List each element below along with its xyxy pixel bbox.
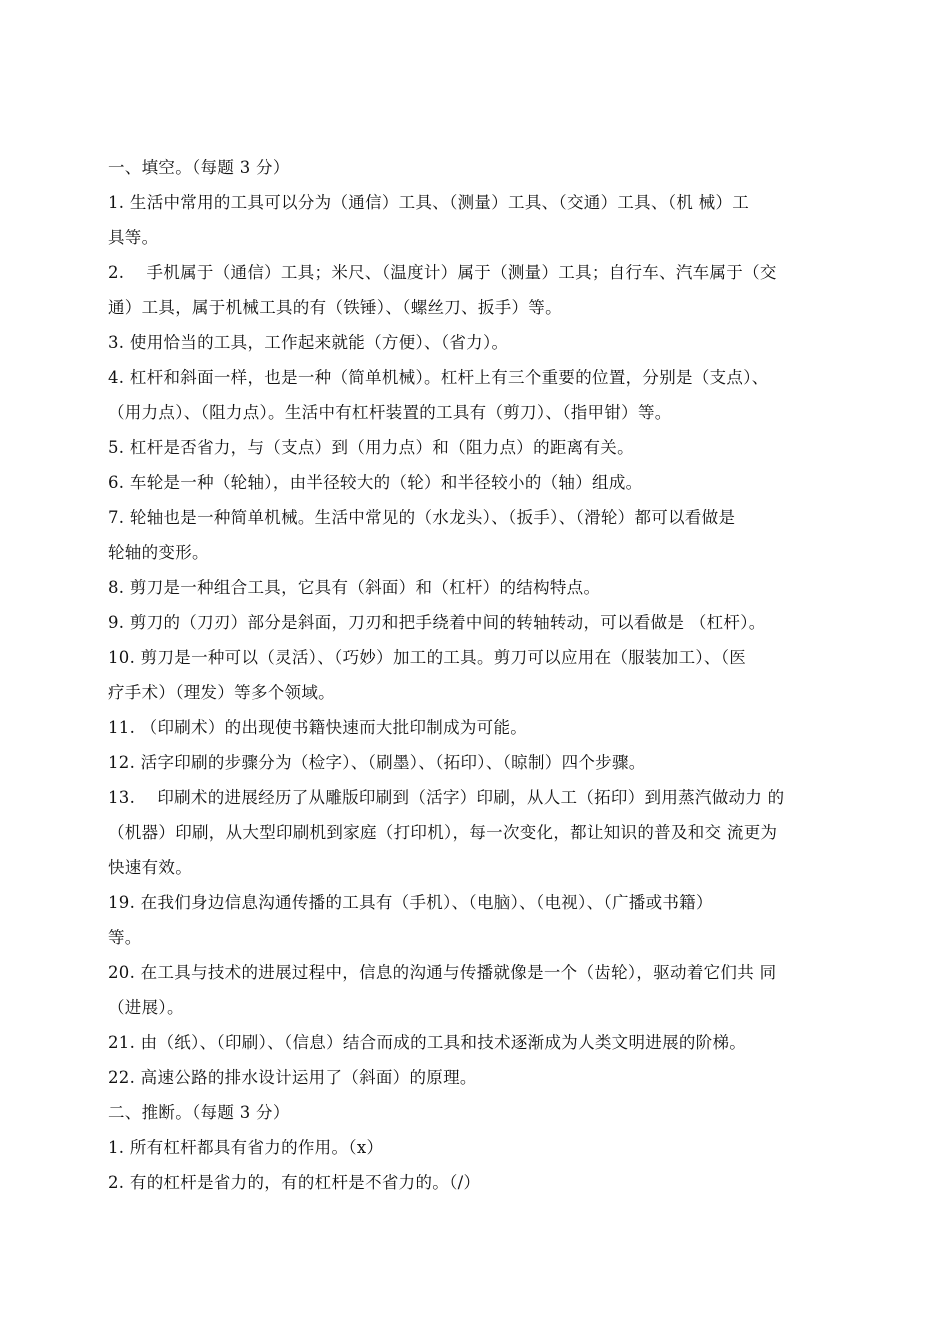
question-line: 2. 手机属于（通信）工具；米尺、（温度计）属于（测量）工具；自行车、汽车属于（交 (108, 263, 777, 282)
question-line: 19. 在我们身边信息沟通传播的工具有（手机）、（电脑）、（电视）、（广播或书籍） (108, 893, 713, 912)
question-line: 20. 在工具与技术的进展过程中，信息的沟通与传播就像是一个（齿轮），驱动着它们共 同 (108, 963, 777, 982)
question-line: （机器）印刷，从大型印刷机到家庭（打印机），每一次变化，都让知识的普及和交 流更为 (108, 823, 778, 842)
question-line: 通）工具，属于机械工具的有（铁锤）、（螺丝刀、扳手）等。 (108, 298, 562, 317)
question-line: （进展）。 (108, 998, 184, 1017)
document-page (108, 150, 848, 1200)
question-line: 12. 活字印刷的步骤分为（检字）、（刷墨）、（拓印）、（晾制）四个步骤。 (108, 753, 646, 772)
question-line: 21. 由（纸）、（印刷）、（信息）结合而成的工具和技术逐渐成为人类文明进展的阶梯。 (108, 1033, 747, 1052)
question-line: 13. 印刷术的进展经历了从雕版印刷到（活字）印刷，从人工（拓印）到用蒸汽做动力 的 (108, 788, 785, 807)
question-line: 8. 剪刀是一种组合工具，它具有（斜面）和（杠杆）的结构特点。 (108, 578, 601, 597)
question-line: 6. 车轮是一种（轮轴），由半径较大的（轮）和半径较小的（轴）组成。 (108, 473, 643, 492)
question-line: 快速有效。 (108, 858, 192, 877)
question-line: 等。 (108, 928, 142, 947)
question-line: 具等。 (108, 228, 159, 247)
question-line: 10. 剪刀是一种可以（灵活）、（巧妙）加工的工具。剪刀可以应用在（服装加工）、（医 (108, 648, 747, 667)
question-line: 4. 杠杆和斜面一样，也是一种（简单机械）。杠杆上有三个重要的位置，分别是（支点）、 (108, 368, 769, 387)
question-line: 2. 有的杠杆是省力的，有的杠杆是不省力的。（/） (108, 1173, 481, 1192)
question-line: 3. 使用恰当的工具，工作起来就能（方便）、（省力）。 (108, 333, 509, 352)
question-line: 22. 高速公路的排水设计运用了（斜面）的原理。 (108, 1068, 477, 1087)
question-line: 7. 轮轴也是一种简单机械。生活中常见的（水龙头）、（扳手）、（滑轮）都可以看做是 (108, 508, 736, 527)
section-heading-fill-blank: 一、填空。（每题 3 分） (108, 158, 290, 177)
question-line: 11. （印刷术）的出现使书籍快速而大批印制成为可能。 (108, 718, 528, 737)
question-line: 1. 所有杠杆都具有省力的作用。（x） (108, 1138, 384, 1157)
question-line: （用力点）、（阻力点）。生活中有杠杆装置的工具有（剪刀）、（指甲钳）等。 (108, 403, 672, 422)
question-line: 疗手术）（理发）等多个领域。 (108, 683, 335, 702)
question-line: 1. 生活中常用的工具可以分为（通信）工具、（测量）工具、（交通）工具、（机 械）工 (108, 193, 750, 212)
question-line: 5. 杠杆是否省力，与（支点）到（用力点）和（阻力点）的距离有关。 (108, 438, 634, 457)
question-line: 轮轴的变形。 (108, 543, 209, 562)
question-line: 9. 剪刀的（刀刃）部分是斜面，刀刃和把手绕着中间的转轴转动，可以看做是 （杠杆）。 (108, 613, 766, 632)
section-heading-judgment: 二、推断。（每题 3 分） (108, 1103, 290, 1122)
